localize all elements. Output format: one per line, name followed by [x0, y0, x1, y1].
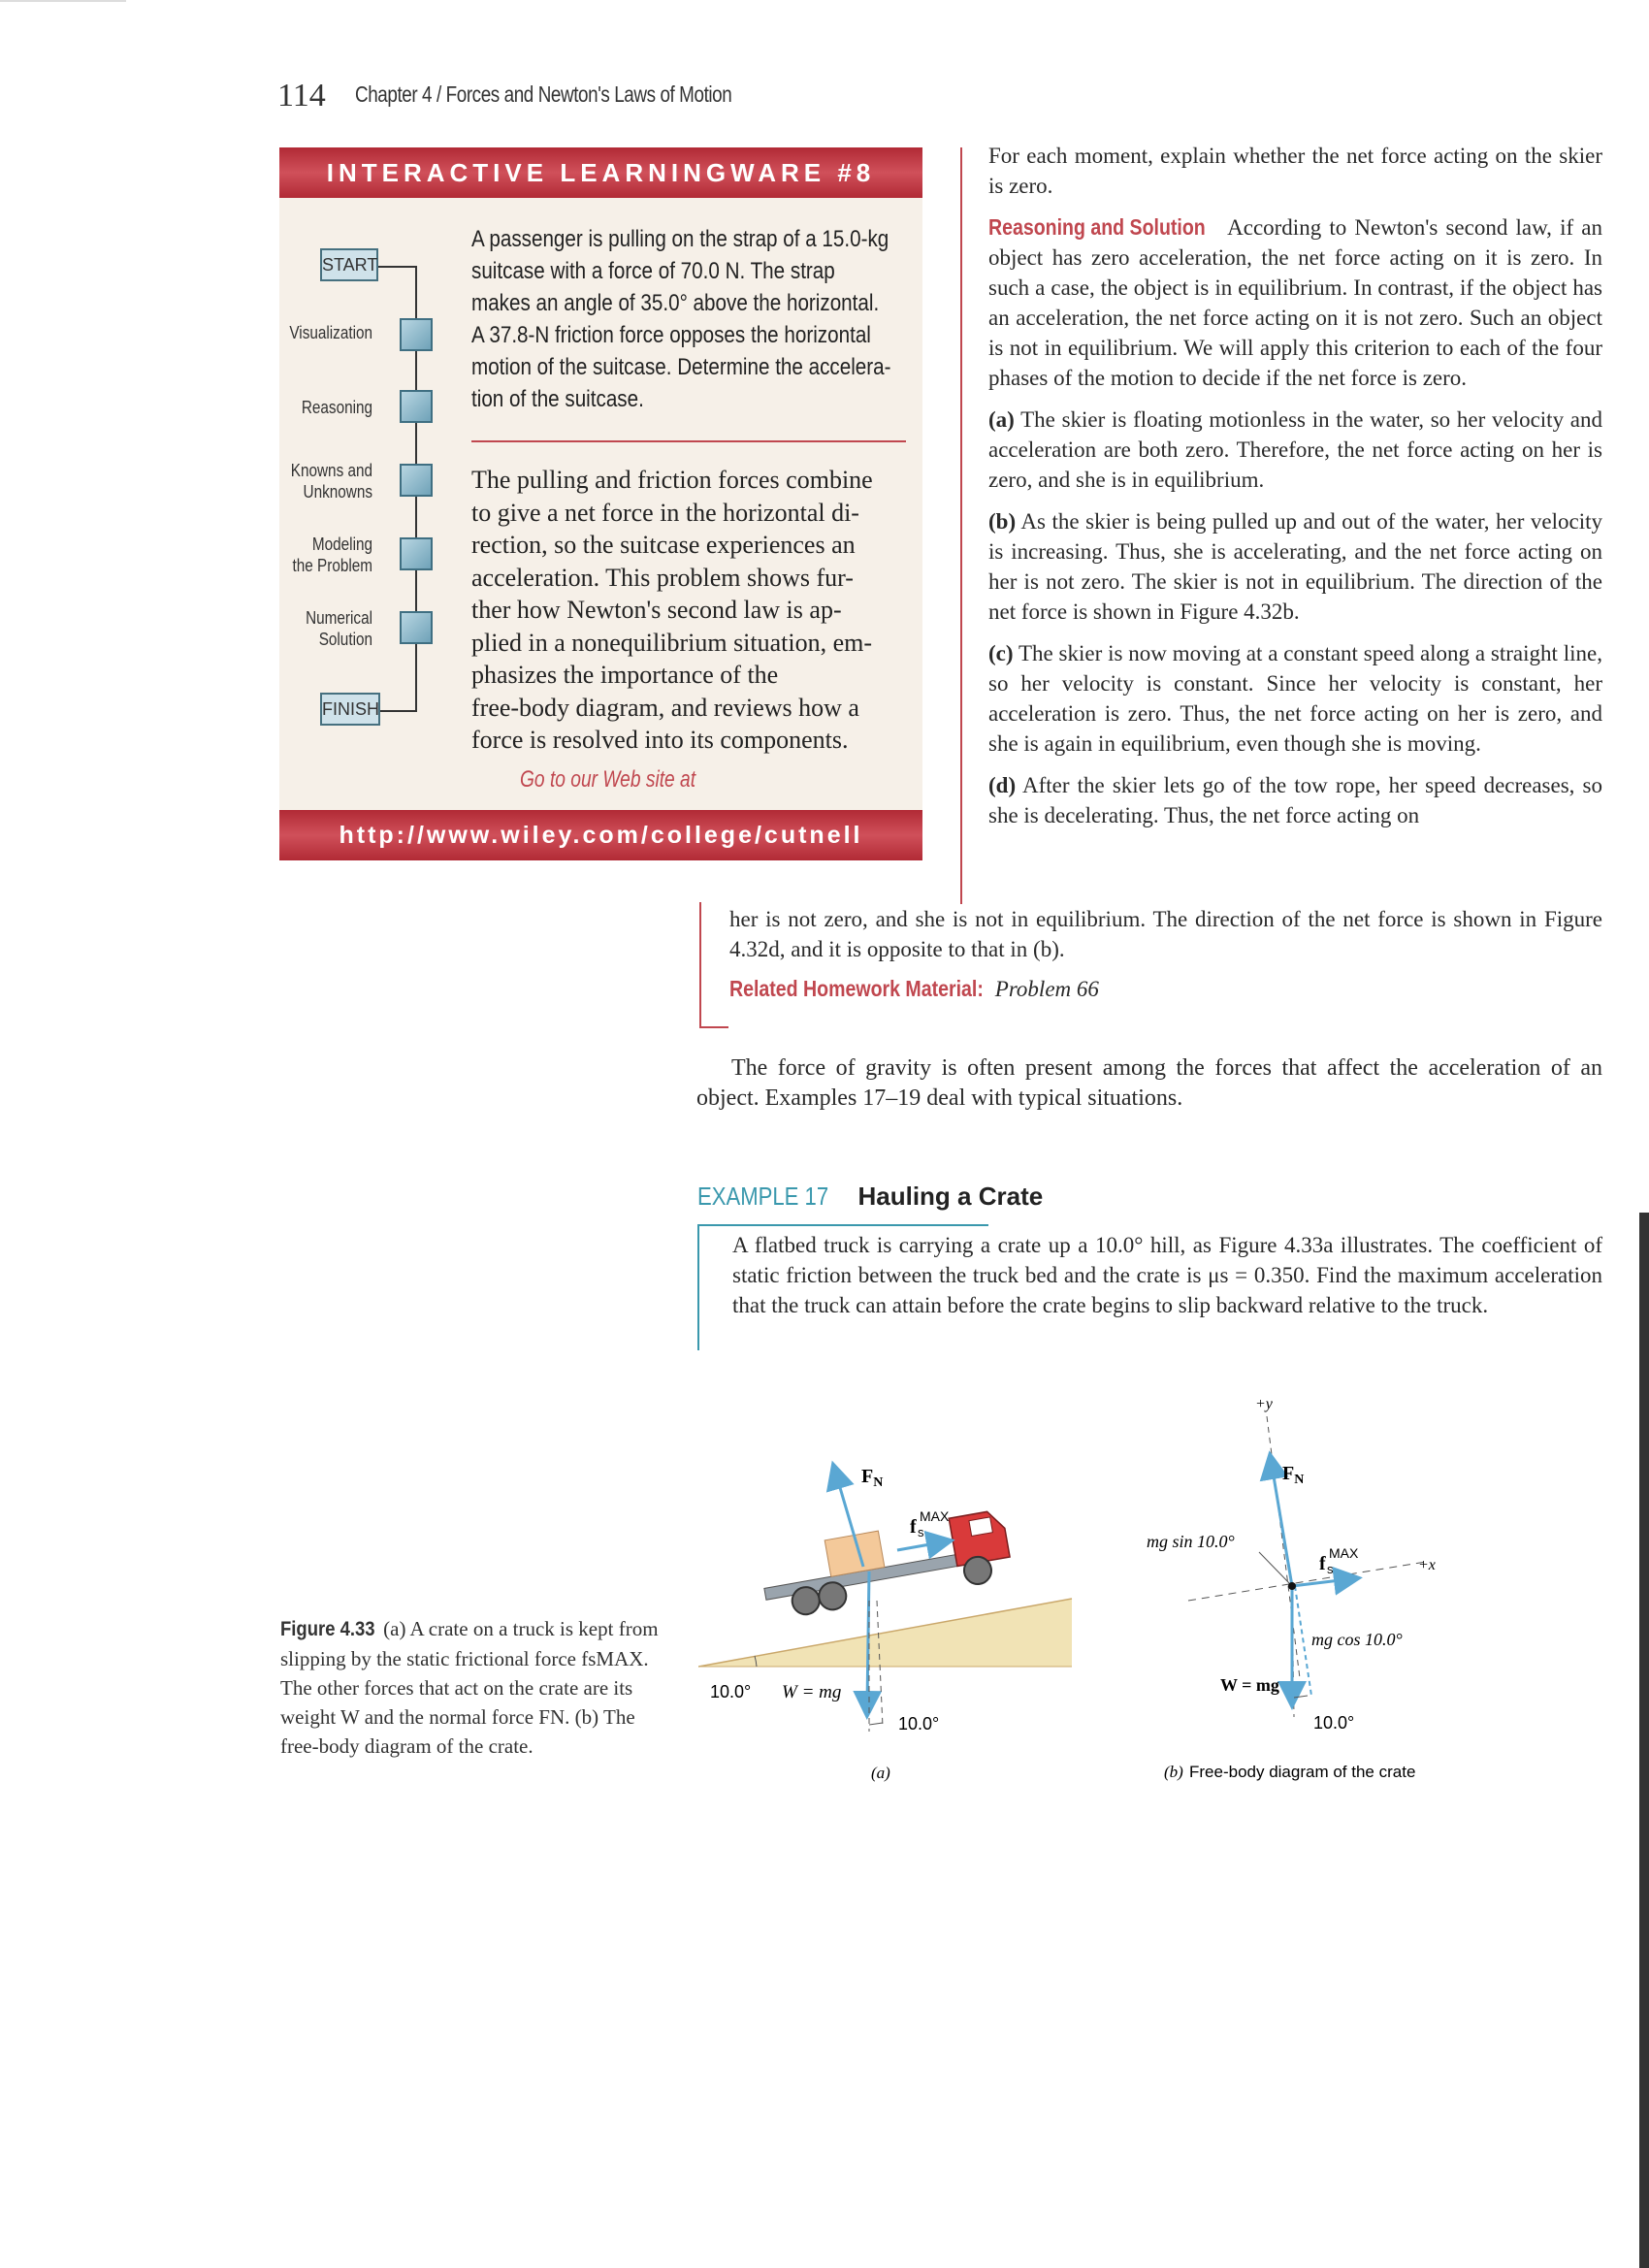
w-angle-arc: [869, 1723, 883, 1725]
fs-label: f: [910, 1516, 917, 1538]
gravity-paragraph: The force of gravity is often present among the forces that affect the acceleration of an object. Examples 17–19 deal with typical situations.: [696, 1055, 1602, 1111]
example-heading: [697, 1182, 1043, 1212]
figure-caption-label: Figure 4.33: [280, 1618, 375, 1640]
reasoning-label: Reasoning and Solution: [988, 214, 1206, 240]
part-b: (b) As the skier is being pulled up and out of the water, her velocity is increasing. Thus, she is accelerating, and the net force acting on her is not zero. The skier is not in equilibrium. The direction of the net force is shown in Figure 4.32b.: [988, 509, 1602, 624]
flow-line-top: [376, 266, 417, 268]
figure-caption-text: (a) A crate on a truck is kept from slipping by the static frictional force fsMAX. The other forces that act on the crate are its weight W and the normal force FN. (b) The free-body diagram of the crate.: [280, 1617, 659, 1758]
margin-rule-lower: [699, 902, 701, 1028]
reasoning-text: According to Newton's second law, if an object has zero acceleration, the net force acting on it is zero. In such a case, the object is in equilibrium. In contrast, if the object has an acceleration, the net force acting on it is not zero. Such an object is not in equilibrium. We will apply this criterion to each of the four phases of the motion to decide if the net force is zero.: [988, 215, 1602, 390]
step-button-modeling[interactable]: [400, 537, 433, 570]
example-rule-v: [697, 1224, 699, 1350]
example-title: Hauling a Crate: [857, 1182, 1044, 1211]
part-d-end: her is not zero, and she is not in equilibrium. The direction of the net force is shown in Figure 4.32d, and it is opposite to that in (b).: [729, 907, 1602, 961]
step-button-numerical[interactable]: [400, 611, 433, 644]
fs-arrow: [897, 1542, 941, 1550]
part-b-label: (b): [988, 509, 1017, 534]
page-number: 114: [277, 78, 326, 113]
y-axis: [1267, 1416, 1300, 1678]
part-d-continuation: [729, 904, 1602, 1004]
part-d: (d) After the skier lets go of the tow rope, her speed decreases, so she is decelerating. Thus, the net force acting on: [988, 773, 1602, 827]
example-label: EXAMPLE 17: [697, 1182, 829, 1211]
learningware-problem: A passenger is pulling on the strap of a 15.0-kg suitcase with a force of 70.0 N. The strap makes an angle of 35.0° above the horizontal. A 37.8-N friction force opposes the horizontal motion of the suitcase. Determine the accelera- tion of the suitcase.: [471, 226, 891, 412]
mg-sin-label: mg sin 10.0°: [1147, 1532, 1235, 1551]
fn-label: $F_N$: [861, 1466, 884, 1490]
web-prompt: Go to our Web site at: [520, 766, 696, 793]
figure-caption: [280, 1614, 668, 1761]
website-link[interactable]: http://www.wiley.com/college/cutnell: [279, 810, 922, 860]
scan-edge: [1639, 1213, 1649, 2268]
step-label-modeling: Modeling the Problem: [292, 535, 372, 575]
learningware-divider: [471, 440, 906, 442]
angle-arc-b: [1294, 1696, 1308, 1698]
part-a-label: (a): [988, 407, 1015, 432]
finish-button[interactable]: FINISH: [320, 693, 380, 726]
right-column: [988, 141, 1602, 830]
flow-line-bottom: [376, 710, 417, 712]
hill-angle-label: 10.0°: [710, 1682, 752, 1701]
step-label-visualization: Visualization: [289, 323, 372, 342]
fs-sub-b: s: [1327, 1562, 1334, 1576]
step-button-knowns[interactable]: [400, 464, 433, 497]
learningware-title: INTERACTIVE LEARNINGWARE #8: [279, 147, 922, 198]
step-label-reasoning: Reasoning: [301, 398, 372, 417]
step-button-visualization[interactable]: [400, 318, 433, 351]
intro-paragraph: For each moment, explain whether the net force acting on the skier is zero.: [988, 144, 1602, 198]
crate-point: [1288, 1582, 1296, 1590]
reasoning-paragraph: [988, 212, 1602, 393]
fs-sup: MAX: [920, 1508, 950, 1524]
chapter-title: Chapter 4 / Forces and Newton's Laws of Motion: [355, 81, 732, 107]
panel-b-label: (b): [1164, 1763, 1183, 1781]
plus-y-label: +y: [1255, 1396, 1273, 1412]
related-label: Related Homework Material:: [729, 976, 984, 1001]
learningware-box: [279, 147, 922, 860]
margin-rule: [960, 147, 962, 904]
mg-cos-component: [1295, 1586, 1311, 1696]
example-text: A flatbed truck is carrying a crate up a 10.0° hill, as Figure 4.33a illustrates. The coefficient of static friction between the truck bed and the crate is μs = 0.350. Find the maximum acceleration that the truck can attain before the crate begins to slip backward relative to the truck.: [732, 1233, 1602, 1317]
panel-b-title: Free-body diagram of the crate: [1189, 1763, 1416, 1781]
panel-a-label: (a): [871, 1764, 890, 1782]
angle-label-b: 10.0°: [1313, 1713, 1355, 1733]
step-label-knowns: Knowns and Unknowns: [290, 461, 372, 502]
weight-label-b: W = mg: [1220, 1675, 1279, 1695]
part-c: (c) The skier is now moving at a constant speed along a straight line, so her velocity is constant. Since her velocity is constant, her acceleration is zero. Thus, the net force acting on her is zero, and she is again in equilibrium, even though she is moving.: [988, 641, 1602, 756]
part-a: (a) The skier is floating motionless in the water, so her velocity and acceleration are both zero. Therefore, the net force acting on her is zero, and she is in equilibrium.: [988, 407, 1602, 492]
step-label-numerical: Numerical Solution: [306, 608, 372, 649]
w-angle-label: 10.0°: [898, 1714, 940, 1733]
figure-b: [1135, 1387, 1465, 1795]
fs-sub: s: [918, 1525, 924, 1539]
part-c-label: (c): [988, 641, 1014, 665]
margin-rule-foot: [699, 1026, 728, 1028]
x-axis: [1188, 1562, 1426, 1601]
fs-label-b: f: [1319, 1553, 1326, 1574]
start-button[interactable]: START: [320, 248, 378, 281]
truck-window: [969, 1517, 992, 1537]
step-button-reasoning[interactable]: [400, 390, 433, 423]
figure-a: [698, 1455, 1086, 1795]
learningware-description: The pulling and friction forces combine to give a net force in the horizontal di- rection, so the suitcase experiences an acceleration. This problem shows fur- ther how Newton's second law is ap- plied in a nonequilibrium situation, em- phasizes the importance of the free-body diagram, and reviews how a force is resolved into its components.: [471, 466, 873, 754]
fs-sup-b: MAX: [1329, 1545, 1359, 1561]
related-text: Problem 66: [994, 977, 1099, 1001]
example-rule-h: [697, 1224, 988, 1226]
related-homework: [729, 974, 1602, 1004]
mg-cos-label: mg cos 10.0°: [1311, 1630, 1403, 1649]
part-d-label: (d): [988, 773, 1017, 797]
plus-x-label: +x: [1418, 1557, 1436, 1573]
weight-label: W = mg: [782, 1682, 842, 1702]
scan-top-line: [0, 0, 126, 2]
fn-label-b: $F_N$: [1282, 1463, 1305, 1487]
truck: [758, 1509, 1014, 1621]
